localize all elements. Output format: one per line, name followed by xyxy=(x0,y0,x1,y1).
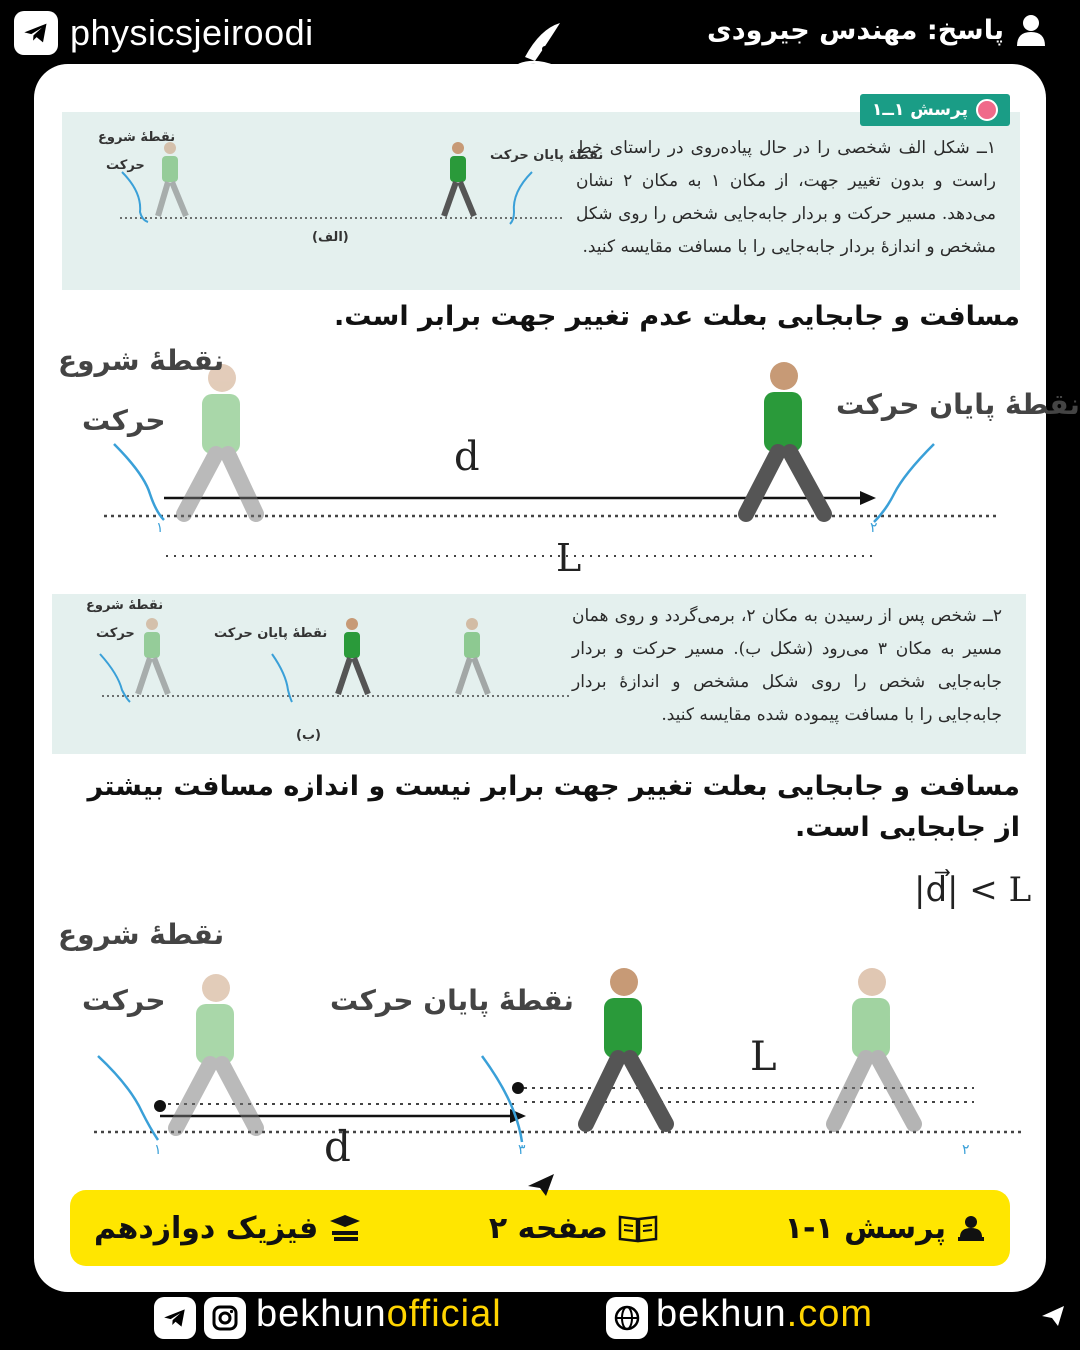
walker-start-large xyxy=(184,364,256,514)
fig1-d-label: d xyxy=(454,434,480,480)
footer-instagram-icon[interactable] xyxy=(204,1297,246,1339)
textbook-box-1 xyxy=(62,100,1020,290)
footer-social-handle[interactable] xyxy=(256,1293,502,1336)
answer-author-text: پاسخ: مهندس جیرودی xyxy=(707,14,1004,46)
fig2-end-label: نقطهٔ پایان حرکت xyxy=(330,984,574,1017)
fig1-l-label: L xyxy=(556,536,582,580)
footer-paper-plane-icon xyxy=(1040,1304,1066,1328)
fig-b-caption: (ب) xyxy=(296,728,321,743)
graduation-books-icon xyxy=(328,1213,362,1243)
question-2-text: ۲ــ شخص پس از رسیدن به مکان ۲، برمی‌گردد و روی همان مسیر به مکان ۳ می‌رود (شکل ب). مسیر حرکت و بردار جابه‌جایی شخص را روی شکل مشخص و اندازهٔ بردار جابه‌جایی را با مسافت پیموده شده مقایسه کنید. xyxy=(572,606,1002,725)
fig1-point-2: ۲ xyxy=(870,520,878,536)
fig1-point-1: ۱ xyxy=(156,520,164,536)
handle-text: physicsjeiroodi xyxy=(70,12,314,53)
footer-site-suffix: .com xyxy=(786,1293,874,1335)
fig-a-end-label: نقطهٔ پایان حرکت xyxy=(490,148,604,163)
fig2-point-1: ۱ xyxy=(154,1142,162,1158)
walker-end-large xyxy=(746,362,824,514)
formula-d-less-than-l: |d⃗| < L xyxy=(914,870,1032,910)
answer-author xyxy=(707,14,1046,46)
figure-2 xyxy=(34,916,1046,1176)
fig-b-start-label-1: نقطهٔ شروع xyxy=(86,598,164,613)
fig1-start-label-2: حرکت xyxy=(82,404,166,437)
info-question-text: پرسش ۱-۱ xyxy=(784,1210,946,1246)
answer-2: مسافت و جابجایی بعلت تغییر جهت برابر نیست و اندازه مسافت بیشتر از جابجایی است. xyxy=(87,771,1020,843)
fig-a-start-label-2: حرکت xyxy=(106,158,145,173)
footer-site-prefix: bekhun xyxy=(656,1293,787,1335)
question-1-text: ۱ــ شکل الف شخصی را در حال پیاده‌روی در راستای خط راست و بدون تغییر جهت، از مکان ۱ به مکان ۲ نشان می‌دهد. مسیر حرکت و بردار جابه‌جایی شخص را روی شکل مشخص و اندازهٔ بردار جابه‌جایی را با مسافت مقایسه کنید. xyxy=(576,138,996,257)
top-bar xyxy=(0,0,1080,70)
fig2-l-label: L xyxy=(750,1034,777,1080)
fig2-point-3: ۳ xyxy=(518,1142,526,1158)
fig2-d-label: d xyxy=(324,1122,351,1171)
figure-1 xyxy=(34,344,1080,584)
fig-b-end-label: نقطهٔ پایان حرکت xyxy=(214,626,328,641)
fig-b-start-label-2: حرکت xyxy=(96,626,135,641)
content-card xyxy=(34,64,1080,1292)
telegram-icon xyxy=(14,11,58,55)
footer-telegram-icon[interactable] xyxy=(154,1297,196,1339)
info-book xyxy=(94,1211,362,1246)
info-book-text: فیزیک دوازدهم xyxy=(94,1210,319,1246)
info-bar xyxy=(70,1190,1010,1266)
user-icon xyxy=(1016,14,1046,46)
walker-end xyxy=(444,142,474,216)
figure-b-thumbnail xyxy=(52,594,592,754)
footer-bar xyxy=(0,1290,1080,1350)
fig1-end-label: نقطهٔ پایان حرکت xyxy=(836,388,1080,421)
teacher-icon xyxy=(956,1213,986,1243)
fig-a-caption: (الف) xyxy=(312,230,349,245)
footer-website[interactable] xyxy=(656,1293,873,1336)
footer-social-suffix: official xyxy=(386,1293,502,1335)
open-book-icon xyxy=(618,1213,658,1243)
paper-plane-icon xyxy=(526,1172,556,1198)
fig2-point-2: ۲ xyxy=(962,1142,970,1158)
question-badge-text: پرسش ۱ــ۱ xyxy=(871,100,968,120)
answer-1: مسافت و جابجایی بعلت عدم تغییر جهت برابر است. xyxy=(333,301,1020,332)
fig2-start-label-1: نقطهٔ شروع xyxy=(58,918,225,951)
info-question xyxy=(785,1211,986,1246)
footer-social-prefix: bekhun xyxy=(256,1293,387,1335)
footer-globe-icon[interactable] xyxy=(606,1297,648,1339)
badge-dot-icon xyxy=(976,99,998,121)
fig-a-start-label-1: نقطهٔ شروع xyxy=(98,130,176,145)
textbook-box-2 xyxy=(52,594,1026,754)
telegram-handle[interactable] xyxy=(14,10,314,56)
walker-start-faded xyxy=(158,142,186,216)
info-page-text: صفحه ۲ xyxy=(488,1210,609,1246)
info-page xyxy=(489,1211,658,1246)
question-badge xyxy=(860,94,1010,126)
fig1-start-label-1: نقطهٔ شروع xyxy=(58,344,225,377)
fig2-start-label-2: حرکت xyxy=(82,984,166,1017)
